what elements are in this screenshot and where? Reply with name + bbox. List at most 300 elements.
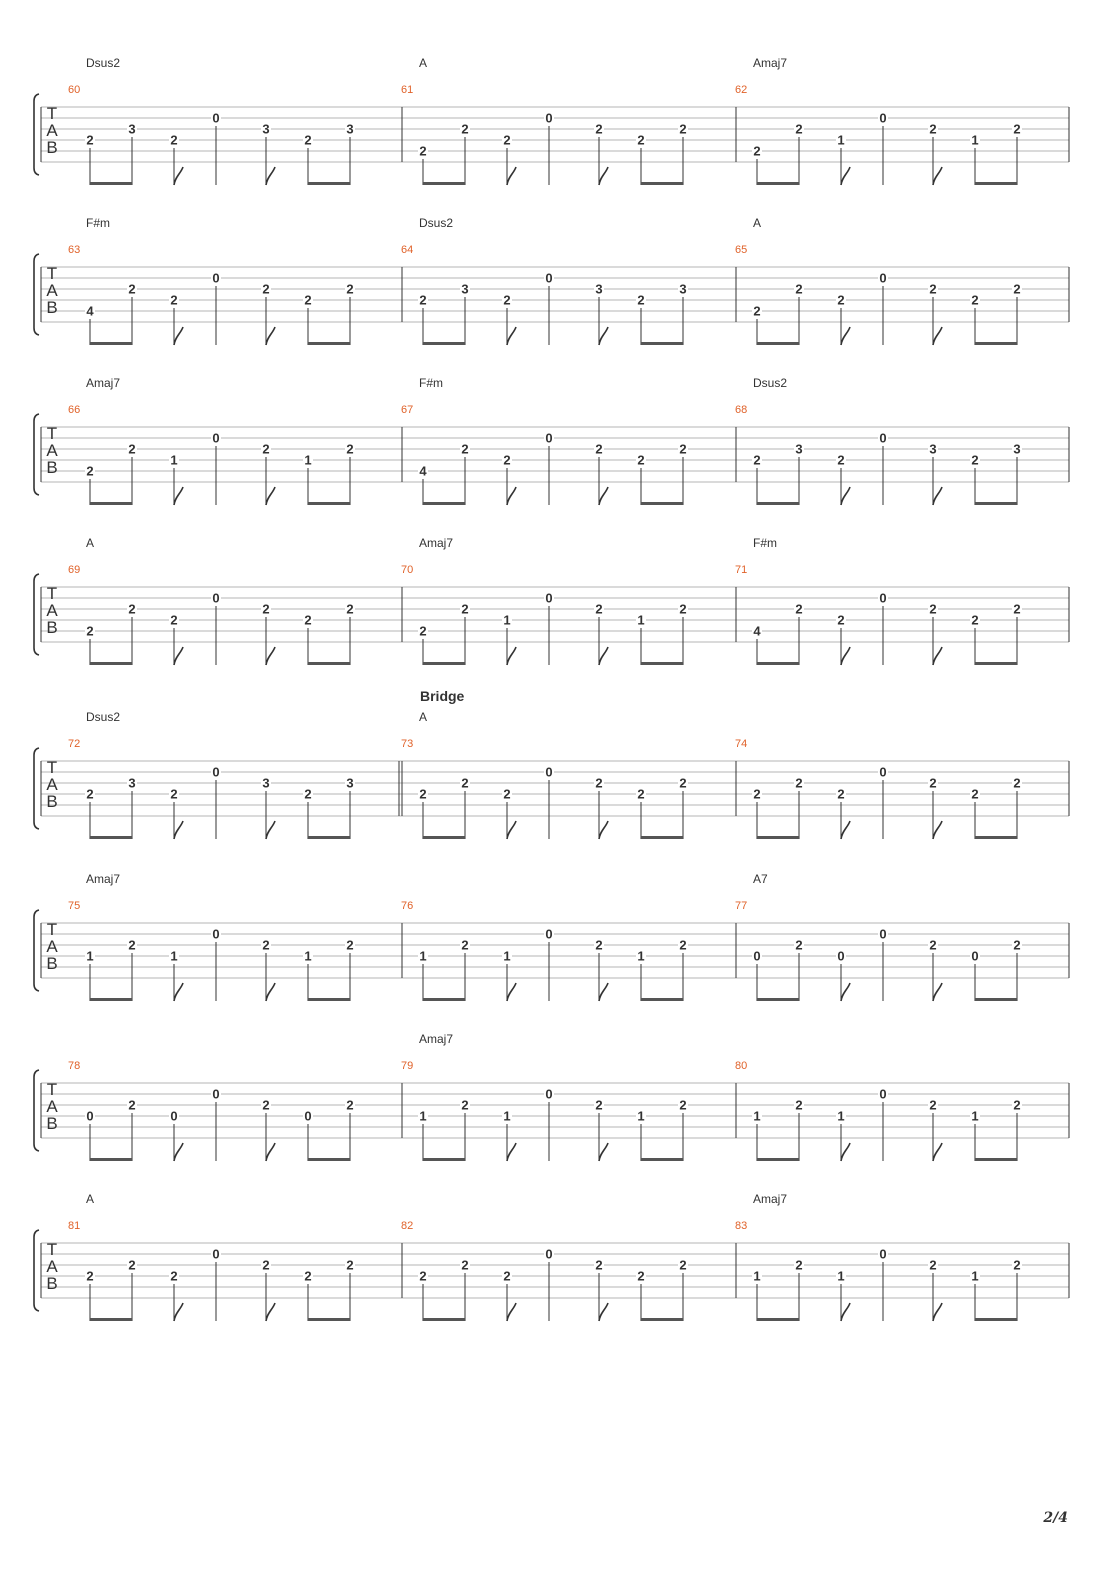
fret-number: 2 (419, 1268, 427, 1284)
fret-number: 2 (86, 132, 94, 148)
chord-name: Dsus2 (86, 56, 121, 70)
eighth-flag (599, 1303, 608, 1321)
fret-number: 2 (971, 612, 979, 628)
eighth-flag (841, 1143, 850, 1161)
note-beam (641, 182, 683, 185)
fret-number: 2 (837, 452, 845, 468)
fret-number: 2 (929, 601, 937, 617)
tab-clef-letter: A (46, 281, 58, 300)
fret-number: 2 (795, 281, 803, 297)
page-number: 2/4 (1043, 1510, 1068, 1526)
fret-number: 2 (753, 452, 761, 468)
fret-number: 2 (795, 937, 803, 953)
fret-number: 3 (262, 775, 270, 791)
bar-number: 81 (68, 1220, 81, 1232)
eighth-flag (507, 167, 516, 185)
fret-number: 2 (929, 1257, 937, 1273)
fret-number: 4 (753, 623, 761, 639)
fret-number: 2 (128, 1257, 136, 1273)
fret-number: 2 (128, 441, 136, 457)
eighth-flag (933, 821, 942, 839)
fret-number: 2 (503, 452, 511, 468)
fret-number: 3 (262, 121, 270, 137)
fret-number: 2 (262, 441, 270, 457)
system-brace (34, 1230, 39, 1311)
eighth-flag (599, 983, 608, 1001)
fret-number: 3 (128, 121, 136, 137)
bar-number: 70 (401, 564, 414, 576)
fret-number: 2 (503, 292, 511, 308)
chord-name: Amaj7 (86, 376, 121, 390)
tab-clef-letter: A (46, 775, 58, 794)
fret-number: 2 (170, 1268, 178, 1284)
note-beam (308, 1318, 350, 1321)
fret-number: 2 (795, 775, 803, 791)
note-beam (757, 342, 799, 345)
fret-number: 1 (971, 1108, 979, 1124)
tab-clef-letter: T (46, 104, 58, 123)
fret-number: 0 (86, 1108, 94, 1124)
eighth-flag (266, 167, 275, 185)
chord-name: Dsus2 (753, 376, 788, 390)
note-beam (90, 502, 132, 505)
tab-clef-letter: T (46, 584, 58, 603)
tab-clef-letter: T (46, 1080, 58, 1099)
bar-number: 74 (735, 738, 748, 750)
fret-number: 2 (595, 1257, 603, 1273)
fret-number: 2 (304, 132, 312, 148)
eighth-flag (841, 327, 850, 345)
fret-number: 0 (753, 948, 761, 964)
fret-number: 2 (461, 601, 469, 617)
eighth-flag (266, 647, 275, 665)
fret-number: 0 (879, 926, 887, 942)
fret-number: 0 (212, 1086, 220, 1102)
eighth-flag (174, 1303, 183, 1321)
eighth-flag (174, 167, 183, 185)
fret-number: 2 (128, 1097, 136, 1113)
eighth-flag (933, 983, 942, 1001)
eighth-flag (174, 983, 183, 1001)
fret-number: 2 (679, 121, 687, 137)
note-beam (423, 1158, 465, 1161)
note-beam (423, 662, 465, 665)
bar-number: 64 (401, 244, 414, 256)
fret-number: 2 (679, 937, 687, 953)
fret-number: 0 (545, 110, 553, 126)
fret-number: 0 (879, 764, 887, 780)
fret-number: 2 (595, 601, 603, 617)
eighth-flag (933, 167, 942, 185)
fret-number: 2 (461, 1257, 469, 1273)
note-beam (975, 662, 1017, 665)
tab-clef-letter: B (46, 792, 58, 811)
fret-number: 2 (346, 937, 354, 953)
fret-number: 1 (637, 612, 645, 628)
bar-number: 60 (68, 84, 81, 96)
eighth-flag (174, 647, 183, 665)
fret-number: 2 (503, 132, 511, 148)
chord-name: F#m (419, 376, 443, 390)
fret-number: 2 (262, 281, 270, 297)
eighth-flag (507, 487, 516, 505)
bar-number: 82 (401, 1220, 414, 1232)
fret-number: 1 (304, 948, 312, 964)
bar-number: 83 (735, 1220, 748, 1232)
note-beam (757, 182, 799, 185)
fret-number: 2 (971, 292, 979, 308)
eighth-flag (841, 1303, 850, 1321)
fret-number: 3 (1013, 441, 1021, 457)
chord-name: F#m (86, 216, 110, 230)
system-brace (34, 254, 39, 335)
fret-number: 2 (1013, 281, 1021, 297)
fret-number: 2 (419, 786, 427, 802)
fret-number: 2 (679, 1257, 687, 1273)
fret-number: 2 (753, 143, 761, 159)
fret-number: 2 (971, 786, 979, 802)
fret-number: 2 (461, 1097, 469, 1113)
bar-number: 72 (68, 738, 81, 750)
bar-number: 77 (735, 900, 748, 912)
fret-number: 2 (679, 441, 687, 457)
fret-number: 2 (637, 132, 645, 148)
fret-number: 0 (170, 1108, 178, 1124)
eighth-flag (174, 1143, 183, 1161)
fret-number: 2 (795, 601, 803, 617)
fret-number: 0 (212, 270, 220, 286)
note-beam (757, 1318, 799, 1321)
bar-number: 62 (735, 84, 748, 96)
fret-number: 0 (879, 590, 887, 606)
fret-number: 2 (419, 623, 427, 639)
note-beam (975, 1318, 1017, 1321)
system-brace (34, 574, 39, 655)
tab-clef-letter: B (46, 458, 58, 477)
fret-number: 1 (637, 948, 645, 964)
fret-number: 0 (545, 270, 553, 286)
eighth-flag (507, 1303, 516, 1321)
fret-number: 1 (419, 948, 427, 964)
fret-number: 2 (595, 775, 603, 791)
fret-number: 2 (262, 937, 270, 953)
fret-number: 2 (128, 937, 136, 953)
fret-number: 2 (929, 281, 937, 297)
fret-number: 2 (86, 623, 94, 639)
note-beam (308, 502, 350, 505)
fret-number: 2 (837, 786, 845, 802)
fret-number: 2 (595, 441, 603, 457)
note-beam (308, 998, 350, 1001)
fret-number: 0 (545, 1246, 553, 1262)
fret-number: 2 (170, 292, 178, 308)
fret-number: 0 (879, 270, 887, 286)
fret-number: 0 (545, 1086, 553, 1102)
fret-number: 2 (837, 612, 845, 628)
fret-number: 1 (837, 1108, 845, 1124)
note-beam (757, 1158, 799, 1161)
chord-name: Dsus2 (419, 216, 454, 230)
fret-number: 1 (971, 1268, 979, 1284)
fret-number: 0 (212, 590, 220, 606)
fret-number: 0 (545, 764, 553, 780)
fret-number: 2 (753, 786, 761, 802)
fret-number: 3 (679, 281, 687, 297)
note-beam (641, 662, 683, 665)
fret-number: 1 (753, 1108, 761, 1124)
fret-number: 1 (837, 1268, 845, 1284)
note-beam (90, 836, 132, 839)
chord-name: A (753, 216, 762, 230)
eighth-flag (933, 327, 942, 345)
note-beam (641, 502, 683, 505)
fret-number: 2 (262, 1097, 270, 1113)
note-beam (90, 662, 132, 665)
note-beam (308, 662, 350, 665)
fret-number: 2 (461, 441, 469, 457)
note-beam (641, 1318, 683, 1321)
fret-number: 2 (637, 786, 645, 802)
chord-name: Amaj7 (86, 872, 121, 886)
fret-number: 0 (212, 430, 220, 446)
fret-number: 2 (304, 292, 312, 308)
chord-name: A (419, 56, 428, 70)
note-beam (308, 836, 350, 839)
fret-number: 0 (837, 948, 845, 964)
note-beam (308, 342, 350, 345)
fret-number: 1 (419, 1108, 427, 1124)
eighth-flag (266, 487, 275, 505)
chord-name: A (86, 1192, 95, 1206)
fret-number: 2 (304, 786, 312, 802)
chord-name: A (86, 536, 95, 550)
fret-number: 2 (86, 786, 94, 802)
fret-number: 2 (1013, 121, 1021, 137)
note-beam (90, 342, 132, 345)
fret-number: 2 (795, 121, 803, 137)
eighth-flag (266, 1143, 275, 1161)
bar-number: 63 (68, 244, 81, 256)
fret-number: 0 (971, 948, 979, 964)
fret-number: 0 (212, 1246, 220, 1262)
fret-number: 2 (128, 281, 136, 297)
fret-number: 2 (1013, 1257, 1021, 1273)
fret-number: 0 (879, 110, 887, 126)
note-beam (423, 836, 465, 839)
eighth-flag (507, 821, 516, 839)
note-beam (975, 502, 1017, 505)
fret-number: 2 (461, 937, 469, 953)
bar-number: 61 (401, 84, 414, 96)
system-brace (34, 1070, 39, 1151)
fret-number: 2 (637, 1268, 645, 1284)
note-beam (757, 998, 799, 1001)
fret-number: 2 (346, 601, 354, 617)
note-beam (90, 1158, 132, 1161)
tab-clef-letter: A (46, 1097, 58, 1116)
eighth-flag (174, 327, 183, 345)
eighth-flag (266, 983, 275, 1001)
bar-number: 67 (401, 404, 414, 416)
chord-name: Amaj7 (753, 56, 788, 70)
fret-number: 2 (1013, 601, 1021, 617)
tab-clef-letter: T (46, 264, 58, 283)
bar-number: 73 (401, 738, 414, 750)
bar-number: 76 (401, 900, 414, 912)
fret-number: 2 (679, 601, 687, 617)
chord-name: Amaj7 (419, 1032, 454, 1046)
tab-clef-letter: T (46, 758, 58, 777)
fret-number: 2 (753, 303, 761, 319)
tab-clef-letter: B (46, 618, 58, 637)
fret-number: 2 (304, 612, 312, 628)
bar-number: 66 (68, 404, 81, 416)
fret-number: 1 (170, 948, 178, 964)
fret-number: 2 (419, 292, 427, 308)
eighth-flag (507, 983, 516, 1001)
fret-number: 2 (304, 1268, 312, 1284)
fret-number: 2 (637, 292, 645, 308)
bar-number: 71 (735, 564, 748, 576)
fret-number: 3 (595, 281, 603, 297)
fret-number: 2 (929, 937, 937, 953)
bar-number: 68 (735, 404, 748, 416)
fret-number: 0 (304, 1108, 312, 1124)
tab-clef-letter: B (46, 1114, 58, 1133)
eighth-flag (174, 821, 183, 839)
fret-number: 1 (86, 948, 94, 964)
fret-number: 1 (753, 1268, 761, 1284)
fret-number: 1 (837, 132, 845, 148)
fret-number: 2 (971, 452, 979, 468)
note-beam (975, 342, 1017, 345)
tab-clef-letter: A (46, 441, 58, 460)
fret-number: 2 (503, 786, 511, 802)
fret-number: 1 (503, 948, 511, 964)
fret-number: 3 (795, 441, 803, 457)
fret-number: 2 (170, 612, 178, 628)
note-beam (757, 502, 799, 505)
eighth-flag (599, 821, 608, 839)
fret-number: 4 (419, 463, 427, 479)
fret-number: 3 (346, 775, 354, 791)
fret-number: 0 (212, 926, 220, 942)
note-beam (975, 998, 1017, 1001)
fret-number: 1 (971, 132, 979, 148)
eighth-flag (266, 1303, 275, 1321)
system-brace (34, 414, 39, 495)
chord-name: F#m (753, 536, 777, 550)
fret-number: 2 (86, 1268, 94, 1284)
fret-number: 2 (262, 601, 270, 617)
fret-number: 0 (212, 110, 220, 126)
tab-clef-letter: B (46, 954, 58, 973)
fret-number: 2 (795, 1097, 803, 1113)
fret-number: 2 (461, 775, 469, 791)
bar-number: 75 (68, 900, 81, 912)
fret-number: 2 (419, 143, 427, 159)
tab-clef-letter: A (46, 601, 58, 620)
section-label: Bridge (420, 688, 465, 704)
fret-number: 3 (929, 441, 937, 457)
note-beam (757, 662, 799, 665)
chord-name: A (419, 710, 428, 724)
eighth-flag (599, 167, 608, 185)
eighth-flag (266, 821, 275, 839)
bar-number: 65 (735, 244, 748, 256)
fret-number: 0 (879, 430, 887, 446)
eighth-flag (933, 1303, 942, 1321)
eighth-flag (841, 821, 850, 839)
fret-number: 1 (304, 452, 312, 468)
note-beam (423, 182, 465, 185)
fret-number: 2 (679, 1097, 687, 1113)
chord-name: Amaj7 (753, 1192, 788, 1206)
eighth-flag (599, 487, 608, 505)
fret-number: 0 (212, 764, 220, 780)
fret-number: 3 (461, 281, 469, 297)
tab-clef-letter: A (46, 121, 58, 140)
eighth-flag (933, 1143, 942, 1161)
note-beam (308, 182, 350, 185)
fret-number: 2 (128, 601, 136, 617)
note-beam (975, 836, 1017, 839)
fret-number: 2 (346, 1257, 354, 1273)
eighth-flag (599, 1143, 608, 1161)
note-beam (641, 342, 683, 345)
fret-number: 2 (503, 1268, 511, 1284)
eighth-flag (507, 647, 516, 665)
bar-number: 79 (401, 1060, 414, 1072)
note-beam (423, 342, 465, 345)
fret-number: 2 (346, 281, 354, 297)
bar-number: 78 (68, 1060, 81, 1072)
fret-number: 2 (595, 1097, 603, 1113)
note-beam (90, 998, 132, 1001)
tab-clef-letter: B (46, 1274, 58, 1293)
fret-number: 1 (503, 612, 511, 628)
fret-number: 2 (346, 1097, 354, 1113)
note-beam (90, 182, 132, 185)
bar-number: 80 (735, 1060, 748, 1072)
tab-clef-letter: T (46, 424, 58, 443)
fret-number: 0 (879, 1246, 887, 1262)
fret-number: 2 (795, 1257, 803, 1273)
eighth-flag (933, 487, 942, 505)
fret-number: 3 (346, 121, 354, 137)
eighth-flag (841, 647, 850, 665)
fret-number: 2 (461, 121, 469, 137)
fret-number: 1 (637, 1108, 645, 1124)
note-beam (757, 836, 799, 839)
note-beam (641, 836, 683, 839)
note-beam (641, 998, 683, 1001)
tab-clef-letter: T (46, 920, 58, 939)
fret-number: 2 (1013, 1097, 1021, 1113)
fret-number: 0 (545, 926, 553, 942)
note-beam (975, 182, 1017, 185)
eighth-flag (599, 327, 608, 345)
eighth-flag (841, 487, 850, 505)
fret-number: 1 (170, 452, 178, 468)
note-beam (423, 1318, 465, 1321)
system-brace (34, 910, 39, 991)
fret-number: 2 (637, 452, 645, 468)
fret-number: 2 (679, 775, 687, 791)
fret-number: 2 (86, 463, 94, 479)
eighth-flag (841, 167, 850, 185)
eighth-flag (507, 327, 516, 345)
